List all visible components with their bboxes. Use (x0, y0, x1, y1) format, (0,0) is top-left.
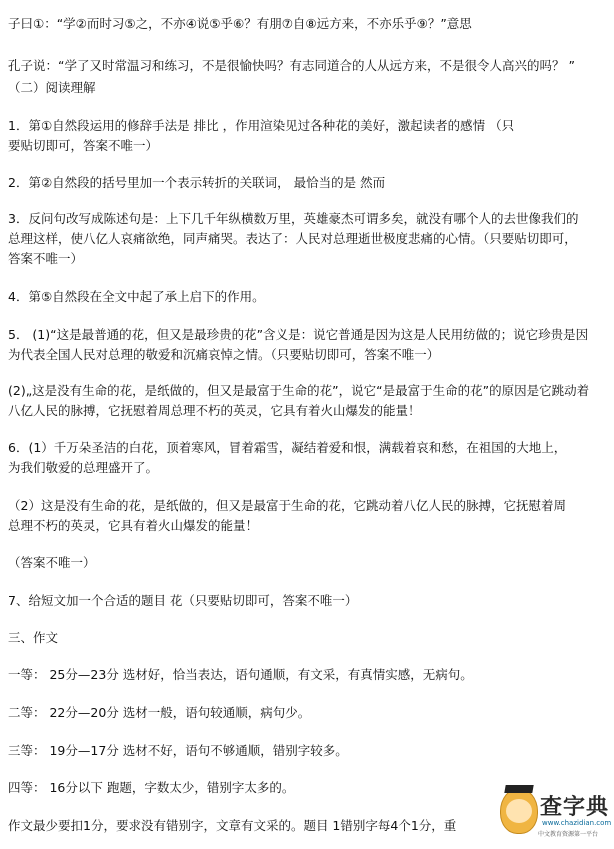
text-line: 要贴切即可，答案不唯一） (8, 138, 159, 153)
text-line: 6．(1）千万朵圣洁的白花，顶着寒风，冒着霜雪，凝结着爱和恨，满载着哀和愁，在祖国的大地上， (8, 440, 567, 455)
text-line: 5． (1)“这是最普通的花，但又是最珍贵的花”含义是：说它普通是因为这是人民用纺做的；说它珍贵是因 (8, 327, 589, 342)
text-line: 2．第②自然段的括号里加一个表示转折的关联词， 最恰当的是 然而 (8, 175, 386, 190)
text-line: 3．反问句改写成陈述句是：上下几千年纵横数万里，英雄豪杰可谓多矣，就没有哪个人的去世像我们的 (8, 211, 579, 226)
text-line: 为我们敬爱的总理盛开了。 (8, 460, 159, 475)
text-line: 答案不唯一） (8, 251, 84, 266)
text-line: 7、给短文加一个合适的题目 花（只要贴切即可，答案不唯一） (8, 593, 358, 608)
text-line: (2)„这是没有生命的花，是纸做的，但又是最富于生命的花”，说它“是最富于生命的花”的原因是它跳动着 (8, 383, 590, 398)
text-line: 三、作文 (8, 630, 59, 645)
text-line: 子曰①：“学②而时习⑤之，不亦④说⑤乎⑥？有朋⑦自⑧远方来，不亦乐乎⑨？”意思 (8, 16, 472, 31)
text-line: 总理不朽的英灵，它具有着火山爆发的能量！ (8, 518, 259, 533)
text-line: 孔子说：“学了又时常温习和练习，不是很愉快吗？有志同道合的人从远方来，不是很令人高兴的吗？ ” (8, 58, 575, 73)
text-line: （答案不唯一） (8, 555, 96, 570)
text-line: 1．第①自然段运用的修辞手法是 排比 ，作用渲染见过各种花的美好，激起读者的感情 （只 (8, 118, 515, 133)
text-line: 作文最少要扣1分，要求没有错别字，文章有文采的。题目 1错别字每4个1分，重 (8, 818, 457, 833)
text-line: 一等： 25分—23分 选材好，恰当表达，语句通顺，有文采，有真情实感，无病句。 (8, 667, 473, 682)
text-line: 为代表全国人民对总理的敬爱和沉痛哀悼之情。（只要贴切即可，答案不唯一） (8, 347, 440, 362)
text-line: （二）阅读理解 (8, 80, 96, 95)
text-line: 总理这样，使八亿人哀痛欲绝，同声痛哭。表达了：人民对总理逝世极度悲痛的心情。（只要贴切即可， (8, 231, 577, 246)
watermark-tagline: 中文教育资源第一平台 (538, 831, 599, 838)
watermark-logo (500, 786, 612, 846)
text-line: 八亿人民的脉搏，它抚慰着周总理不朽的英灵，它具有着火山爆发的能量！ (8, 403, 421, 418)
watermark-logo-text: 查字典 (540, 795, 610, 820)
text-line: 4．第⑤自然段在全文中起了承上启下的作用。 (8, 289, 265, 304)
text-line: 四等： 16分以下 跑题，字数太少，错别字太多的。 (8, 780, 295, 795)
mascot-icon (500, 788, 538, 834)
watermark-url: www.chazidian.com (542, 819, 612, 827)
text-line: （2）这是没有生命的花，是纸做的，但又是最富于生命的花，它跳动着八亿人民的脉搏，它抚慰着周 (8, 498, 566, 513)
text-line: 三等： 19分—17分 选材不好，语句不够通顺，错别字较多。 (8, 743, 348, 758)
text-line: 二等： 22分—20分 选材一般，语句较通顺，病句少。 (8, 705, 311, 720)
